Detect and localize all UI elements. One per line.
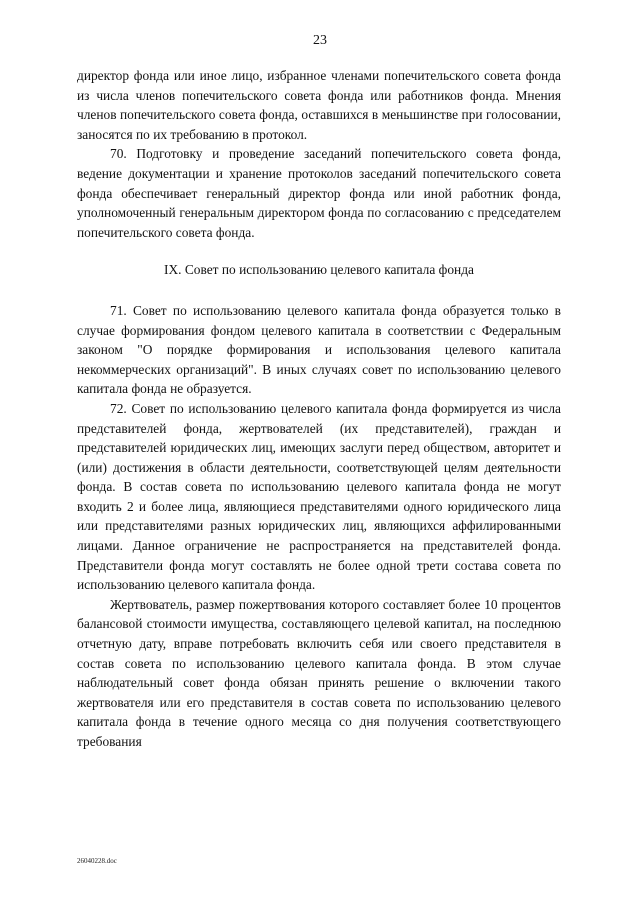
paragraph-72: 72. Совет по использованию целевого капитала фонда формируется из числа представителей фонда, жертвователей (их представителей), граждан и представителей юридических лиц, имеющих заслуги перед обществом, авторитет и (или) достижения в области деятельности, соответствующей целям деятельности фонда. В состав совета по использованию целевого капитала фонда не могут входить 2 и более лица, являющиеся представителями одного юридического лица или представителями разных юридических лиц, являющихся аффилированными лицами. Данное ограничение не распространяется на представителей фонда. Представители фонда могут составлять не более одной трети состава совета по использованию целевого капитала фонда. — [77, 400, 561, 593]
paragraph-70: 70. Подготовку и проведение заседаний попечительского совета фонда, ведение документации и хранение протоколов заседаний попечительского совета фонда обеспечивает генеральный директор фонда или иной работник фонда, уполномоченный генеральным директором фонда по согласованию с председателем попечительского совета фонда. — [77, 146, 561, 240]
footer-filename: 26040228.doc — [77, 857, 117, 865]
paragraph-71: 71. Совет по использованию целевого капитала фонда образуется только в случае формирования фондом целевого капитала в соответствии с Федеральным законом "О порядке формирования и использования целевого капитала некоммерческих организаций". В иных случаях совет по использованию целевого капитала фонда не образуется. — [77, 302, 561, 397]
paragraph-continuation: директор фонда или иное лицо, избранное членами попечительского совета фонда из числа членов попечительского совета фонда или работников фонда. Мнения членов попечительского совета фонда, оставшихся в меньшинстве при голосовании, заносятся по их требованию в протокол. — [77, 68, 561, 142]
paragraph-donor: Жертвователь, размер пожертвования которого составляет более 10 процентов балансовой стоимости имущества, составляющего целевой капитал, на последнюю отчетную дату, вправе потребовать включить себя или своего представителя в состав совета по использованию целевого капитала фонда. В этом случае наблюдательный совет фонда обязан принять решение о включении такого жертвователя или его представителя в состав совета по использованию целевого капитала фонда в течение одного месяца со дня получения соответствующего требования — [77, 596, 561, 749]
document-body — [77, 66, 561, 752]
section-heading: IX. Совет по использованию целевого капитала фонда — [164, 262, 474, 278]
page-number: 23 — [313, 33, 327, 48]
